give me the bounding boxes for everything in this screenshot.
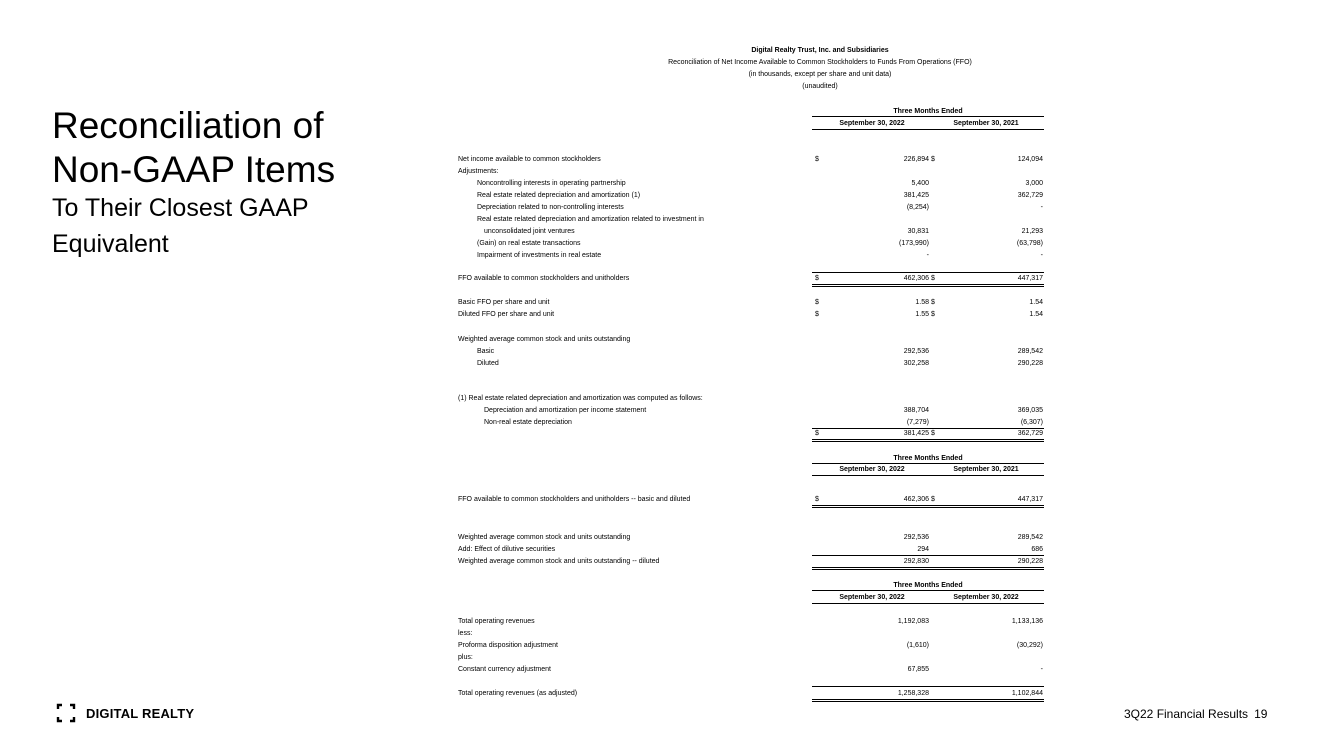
row-label: unconsolidated joint ventures	[484, 228, 575, 235]
row-label: Noncontrolling interests in operating partnership	[477, 180, 626, 187]
value-col2: 1,102,844	[1011, 690, 1043, 697]
rule	[812, 590, 1044, 591]
row-label: plus:	[458, 654, 473, 661]
page-title-line1: Reconciliation of	[52, 105, 324, 146]
value-2021: 1.54	[1029, 299, 1043, 306]
dollar-sign: $	[815, 311, 819, 318]
double-rule	[812, 505, 1044, 508]
row-label: Weighted average common stock and units outstanding -- diluted	[458, 558, 660, 565]
row-label: Diluted	[477, 360, 499, 367]
footer-title: 3Q22 Financial Results	[1124, 707, 1249, 721]
value-2021: 289,542	[1017, 348, 1043, 355]
rule	[812, 129, 1044, 130]
row-label: Net income available to common stockholders	[458, 156, 601, 163]
value-2021: 369,035	[1017, 407, 1043, 414]
row-label: Depreciation related to non-controlling interests	[477, 204, 624, 211]
double-rule	[812, 439, 1044, 442]
section1-group-header: Three Months Ended	[893, 108, 963, 115]
value-col2: -	[1040, 666, 1043, 673]
row-label: Adjustments:	[458, 168, 499, 175]
row-label: Basic FFO per share and unit	[458, 299, 550, 306]
row-label: Diluted FFO per share and unit	[458, 311, 555, 318]
row-label: Weighted average common stock and units outstanding	[458, 336, 631, 343]
dollar-sign: $	[931, 275, 935, 282]
page-title-line2: Non-GAAP Items	[52, 149, 336, 190]
value-2022: -	[926, 252, 929, 259]
rule	[812, 686, 1044, 687]
dollar-sign: $	[931, 430, 935, 437]
value-2021: 21,293	[1021, 228, 1043, 235]
dollar-sign: $	[931, 156, 935, 163]
dollar-sign: $	[815, 299, 819, 306]
rule	[812, 116, 1044, 117]
value-2021: 447,317	[1017, 275, 1043, 282]
row-label: Depreciation and amortization per income statement	[484, 407, 647, 414]
dollar-sign: $	[815, 496, 819, 503]
dollar-sign: $	[931, 299, 935, 306]
page-subtitle-line2: Equivalent	[52, 230, 169, 258]
section3-col1-header: September 30, 2022	[839, 594, 905, 601]
section2-group-header: Three Months Ended	[893, 455, 963, 462]
value-2022: 1.58	[915, 299, 929, 306]
rule	[812, 272, 1044, 273]
value-2022: 294	[917, 546, 929, 553]
value-2022: 388,704	[903, 407, 929, 414]
value-2022: (7,279)	[906, 419, 929, 426]
value-2021: -	[1040, 252, 1043, 259]
section1-col2-header: September 30, 2021	[953, 120, 1019, 127]
value-col2: (30,292)	[1016, 642, 1043, 649]
value-2021: 362,729	[1017, 430, 1043, 437]
value-2021: 362,729	[1017, 192, 1043, 199]
rule	[812, 463, 1044, 464]
rule	[812, 603, 1044, 604]
value-col1: (1,610)	[906, 642, 929, 649]
rule	[812, 428, 1044, 429]
value-col1: 1,258,328	[897, 690, 929, 697]
section3-col2-header: September 30, 2022	[953, 594, 1019, 601]
value-2022: 292,536	[903, 534, 929, 541]
value-2021: 124,094	[1017, 156, 1043, 163]
value-2022: 226,894	[903, 156, 929, 163]
value-col1: 1,192,083	[897, 618, 929, 625]
page-subtitle-line1: To Their Closest GAAP	[52, 194, 309, 222]
row-label: Add: Effect of dilutive securities	[458, 546, 556, 553]
double-rule	[812, 284, 1044, 287]
value-2022: 462,306	[903, 496, 929, 503]
row-label: Real estate related depreciation and amortization related to investment in	[477, 216, 704, 223]
row-label: Proforma disposition adjustment	[458, 642, 558, 649]
rule	[812, 555, 1044, 556]
report-subtitle: Reconciliation of Net Income Available to Common Stockholders to Funds From Operations (FFO)	[668, 59, 972, 66]
row-label: Weighted average common stock and units outstanding	[458, 534, 631, 541]
value-2022: 381,425	[903, 192, 929, 199]
value-2022: 302,258	[903, 360, 929, 367]
row-label: FFO available to common stockholders and unitholders	[458, 275, 630, 282]
section3-group-header: Three Months Ended	[893, 582, 963, 589]
footnote-label: (1) Real estate related depreciation and amortization was computed as follows:	[458, 395, 703, 402]
report-audit: (unaudited)	[802, 83, 838, 90]
row-label: FFO available to common stockholders and unitholders -- basic and diluted	[458, 496, 691, 503]
value-2021: 290,228	[1017, 558, 1043, 565]
value-2022: 292,536	[903, 348, 929, 355]
row-label: (Gain) on real estate transactions	[477, 240, 581, 247]
value-col1: 67,855	[907, 666, 929, 673]
row-label: Impairment of investments in real estate	[477, 252, 602, 259]
value-2021: 1.54	[1029, 311, 1043, 318]
footer-text	[1124, 707, 1267, 721]
section2-col1-header: September 30, 2022	[839, 466, 905, 473]
value-2021: 289,542	[1017, 534, 1043, 541]
report-company: Digital Realty Trust, Inc. and Subsidiaries	[751, 47, 889, 54]
brand-logo	[56, 703, 194, 723]
value-2021: (6,307)	[1020, 419, 1043, 426]
value-2021: (63,798)	[1016, 240, 1043, 247]
value-2022: 381,425	[903, 430, 929, 437]
value-2021: 290,228	[1017, 360, 1043, 367]
rule	[812, 475, 1044, 476]
dollar-sign: $	[931, 311, 935, 318]
double-rule	[812, 699, 1044, 702]
value-2022: (8,254)	[906, 204, 929, 211]
value-2021: 447,317	[1017, 496, 1043, 503]
dollar-sign: $	[815, 275, 819, 282]
value-col2: 1,133,136	[1011, 618, 1043, 625]
row-label: Basic	[477, 348, 495, 355]
row-label: Total operating revenues	[458, 618, 535, 625]
brand-name: DIGITAL REALTY	[86, 705, 195, 721]
value-2021: -	[1040, 204, 1043, 211]
dollar-sign: $	[931, 496, 935, 503]
value-2022: 292,830	[903, 558, 929, 565]
section2-col2-header: September 30, 2021	[953, 466, 1019, 473]
value-2022: (173,990)	[899, 240, 929, 247]
section1-col1-header: September 30, 2022	[839, 120, 905, 127]
report-units: (in thousands, except per share and unit data)	[748, 71, 892, 78]
row-label: Total operating revenues (as adjusted)	[458, 690, 578, 697]
value-2021: 3,000	[1025, 180, 1043, 187]
value-2022: 1.55	[915, 311, 929, 318]
digital-realty-logo-icon	[56, 703, 76, 723]
value-2022: 30,831	[907, 228, 929, 235]
row-label: Constant currency adjustment	[458, 666, 551, 673]
dollar-sign: $	[815, 430, 819, 437]
value-2022: 462,306	[903, 275, 929, 282]
page-number: 19	[1254, 707, 1268, 721]
row-label: Real estate related depreciation and amortization (1)	[477, 192, 641, 199]
row-label: less:	[458, 630, 473, 637]
value-2022: 5,400	[911, 180, 929, 187]
value-2021: 686	[1031, 546, 1043, 553]
row-label: Non-real estate depreciation	[484, 419, 572, 426]
double-rule	[812, 567, 1044, 570]
dollar-sign: $	[815, 156, 819, 163]
